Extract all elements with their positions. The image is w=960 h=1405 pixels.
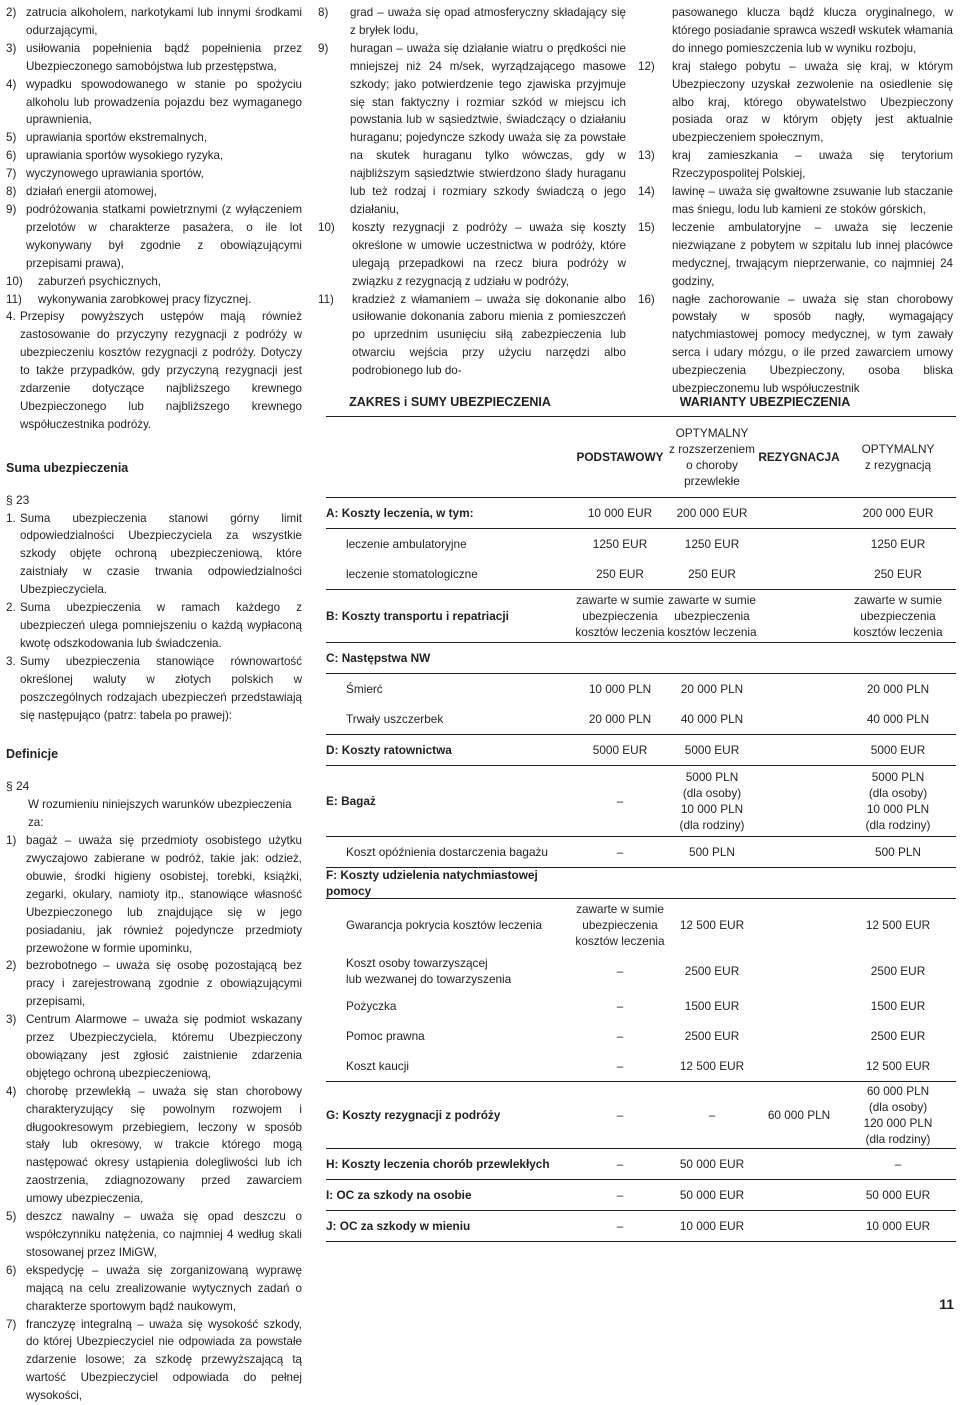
list-item bbox=[6, 291, 302, 309]
item-number: 12) bbox=[638, 59, 655, 73]
item-number: 3) bbox=[6, 1013, 17, 1027]
row-label: Trwały uszczerbek bbox=[346, 712, 444, 726]
table-cell: – bbox=[616, 1059, 624, 1073]
column-header-label: OPTYMALNY z rezygnacją bbox=[861, 442, 935, 472]
column-header bbox=[840, 441, 956, 473]
list-item bbox=[6, 183, 302, 201]
list-item bbox=[6, 201, 302, 273]
page-number: 11 bbox=[939, 1296, 954, 1312]
exclusions-list bbox=[6, 4, 302, 308]
item-text: kraj stałego pobytu – uważa się kraj, w którym Ubezpieczony uzyskał zezwolenie na osiedlenie się albo kraj, którego obywatelstwo Ubezpieczony posiada oraz w którym objęty jest aktualnie ubezpieczeniem społecznym, bbox=[672, 59, 953, 145]
table-cell: 12 500 EUR bbox=[679, 1059, 745, 1073]
table-row bbox=[326, 1082, 956, 1149]
table-cell: zawarte w sumie ubezpieczenia kosztów leczenia bbox=[667, 593, 757, 639]
item-number: 8) bbox=[318, 6, 329, 19]
list-item bbox=[6, 129, 302, 147]
table-row bbox=[326, 735, 956, 766]
table-cell: 50 000 EUR bbox=[865, 1188, 931, 1202]
row-label: Gwarancja pokrycia kosztów leczenia bbox=[346, 918, 543, 932]
item-number: 16) bbox=[638, 292, 655, 306]
column-header-label: PODSTAWOWY bbox=[576, 450, 664, 464]
item-text: deszcz nawalny – uważa się opad deszczu o współczynniku natężenia, co najmniej 4 według skali stosowanej przez IMiGW, bbox=[26, 1210, 302, 1259]
list-item bbox=[6, 4, 302, 40]
table-column-headers bbox=[326, 417, 956, 498]
table-group-header bbox=[326, 388, 956, 410]
table-cell: 2500 EUR bbox=[870, 964, 926, 978]
column-header bbox=[666, 425, 758, 489]
table-cell: 2500 EUR bbox=[870, 1029, 926, 1043]
item-text: franczyzę integralną – uważa się wysokość szkody, do której Ubezpieczyciel nie odpowiada za powstałe zdarzenie losowe; za szkodę przewyższającą tą wartość Ubezpieczyciel odpowiada do pełnej wysokości, bbox=[26, 1317, 302, 1403]
table-row bbox=[326, 643, 956, 674]
row-label: Śmierć bbox=[346, 682, 383, 696]
table-row bbox=[326, 529, 956, 559]
table-row bbox=[326, 766, 956, 837]
item-number: 1) bbox=[6, 834, 17, 848]
row-label: H: Koszty leczenia chorób przewlekłych bbox=[326, 1157, 550, 1171]
item-number: 11) bbox=[6, 292, 22, 306]
item-number: 5) bbox=[6, 131, 17, 145]
list-item bbox=[6, 1083, 302, 1208]
item-text: leczenie ambulatoryjne – uważa się leczenie niezwiązane z pobytem w szpitalu lub innej placówce medycznej, trwającym nieprzerwanie, co najmniej 24 godziny, bbox=[672, 220, 953, 288]
item-text: Centrum Alarmowe – uważa się podmiot wskazany przez Ubezpieczyciela, któremu Ubezpieczony obowiązany jest zgłosić zaistnienie zdarzenia objętego ochroną ubezpieczeniową, bbox=[26, 1013, 302, 1080]
item-number: 3. bbox=[6, 654, 16, 668]
item-number: 9) bbox=[6, 202, 17, 216]
list-item bbox=[6, 1316, 302, 1405]
item-number: 4) bbox=[6, 1084, 17, 1098]
column-middle bbox=[318, 4, 626, 380]
table-cell: 1500 EUR bbox=[870, 999, 926, 1013]
header-variants: WARIANTY UBEZPIECZENIA bbox=[679, 395, 851, 409]
list-item bbox=[6, 653, 302, 725]
list-item bbox=[6, 1208, 302, 1262]
column-header bbox=[758, 449, 840, 465]
table-cell: – bbox=[708, 1108, 716, 1122]
table-cell: 2500 EUR bbox=[684, 1029, 740, 1043]
table-cell: 200 000 EUR bbox=[676, 506, 748, 520]
item-text: wykonywania zarobkowej pracy fizycznej. bbox=[38, 292, 252, 306]
table-cell: 20 000 PLN bbox=[588, 712, 652, 726]
paragraph-text: Przepisy powyższych ustępów mają również zastosowanie do przyczyny rezygnacji z podróży w ubezpieczeniu kosztów rezygnacji z podróży. Dotyczy to także przypadków, gdy przyczyną rezygnacji jest zdarzenie dotyczące najbliższego krewnego Ubezpieczonego lub najbliższego krewnego współuczestnika podróży. bbox=[20, 310, 302, 431]
item-text: nagłe zachorowanie – uważa się stan chorobowy powstały w sposób nagły, wymagający natychmiastowej pomocy medycznej, w tym zawały serca i udary mózgu, o ile przed zawarciem umowy ubezpieczenia Ubezpieczony, osoba bliska ubezpieczonemu lub współuczestnik bbox=[672, 292, 953, 396]
column-right bbox=[638, 4, 953, 398]
row-label: G: Koszty rezygnacji z podróży bbox=[326, 1108, 501, 1122]
table-cell: 5000 PLN (dla osoby) 10 000 PLN (dla rodziny) bbox=[679, 770, 745, 832]
item-text: grad – uważa się opad atmosferyczny składający się z bryłek lodu, bbox=[350, 6, 626, 37]
table-row bbox=[326, 704, 956, 735]
table-row bbox=[326, 559, 956, 590]
definitions-list bbox=[318, 4, 626, 380]
table-cell: 200 000 EUR bbox=[862, 506, 934, 520]
item-number: 11) bbox=[318, 292, 334, 306]
table-cell: 250 EUR bbox=[688, 567, 736, 581]
table-cell: 5000 EUR bbox=[592, 743, 648, 757]
definitions-list bbox=[6, 832, 302, 1405]
table-cell: 250 EUR bbox=[874, 567, 922, 581]
table-cell: 40 000 PLN bbox=[680, 712, 744, 726]
row-label: Pomoc prawna bbox=[346, 1029, 425, 1043]
table-cell: 12 500 EUR bbox=[865, 918, 931, 932]
header-scope: ZAKRES i SUMY UBEZPIECZENIA bbox=[349, 395, 551, 409]
table-cell: 50 000 EUR bbox=[679, 1157, 745, 1171]
row-label: I: OC za szkody na osobie bbox=[326, 1188, 472, 1202]
table-cell: 1250 EUR bbox=[684, 537, 740, 551]
table-row bbox=[326, 1051, 956, 1082]
item-number: 7) bbox=[6, 167, 17, 181]
item-text: Suma ubezpieczenia stanowi górny limit odpowiedzialności Ubezpieczyciela za wszystkie szkody objęte ochroną ubezpieczeniową, które zaistniały w czasie trwania odpowiedzialności Ubezpieczyciela. bbox=[20, 511, 302, 597]
item-number: 3) bbox=[6, 41, 17, 55]
table-cell: – bbox=[616, 1188, 624, 1202]
item-text: kraj zamieszkania – uważa się terytorium Rzeczypospolitej Polskiej, bbox=[672, 149, 953, 181]
item-number: 15) bbox=[638, 220, 655, 234]
item-text: działań energii atomowej, bbox=[26, 185, 157, 199]
column-header bbox=[574, 449, 666, 465]
table-cell: – bbox=[616, 1219, 624, 1233]
definition-continuation: pasowanego klucza bądź klucza oryginalnego, w którego posiadanie sprawca wszedł wskutek włamania do innego pomieszczenia lub w wyniku rozboju, bbox=[672, 6, 953, 55]
table-cell: – bbox=[616, 999, 624, 1013]
table-cell: 2500 EUR bbox=[684, 964, 740, 978]
insurance-sums-table bbox=[326, 388, 956, 1242]
list-item bbox=[638, 183, 953, 219]
list-item bbox=[318, 40, 626, 219]
list-item bbox=[638, 58, 953, 148]
table-cell: 10 000 EUR bbox=[865, 1219, 931, 1233]
item-number: 2. bbox=[6, 601, 16, 615]
row-label: F: Koszty udzielenia natychmiastowej pomocy bbox=[326, 868, 538, 898]
column-left bbox=[6, 4, 302, 1405]
list-item bbox=[6, 957, 302, 1011]
list-item bbox=[6, 273, 302, 291]
table-row bbox=[326, 1021, 956, 1051]
table-cell: 1250 EUR bbox=[592, 537, 648, 551]
list-item bbox=[6, 40, 302, 76]
column-header-label: REZYGNACJA bbox=[758, 450, 840, 464]
table-cell: – bbox=[616, 1157, 624, 1171]
row-label: Pożyczka bbox=[346, 999, 397, 1013]
list-item bbox=[6, 832, 302, 957]
row-label: leczenie ambulatoryjne bbox=[346, 537, 467, 551]
list-item bbox=[6, 1011, 302, 1083]
table-cell: zawarte w sumie ubezpieczenia kosztów leczenia bbox=[853, 593, 943, 639]
list-item bbox=[6, 599, 302, 653]
table-row bbox=[326, 991, 956, 1021]
paragraph-4 bbox=[6, 308, 302, 433]
section-number-23: § 23 bbox=[6, 492, 30, 507]
item-number: 5) bbox=[6, 1210, 17, 1224]
table-cell: – bbox=[616, 794, 624, 808]
definitions-list bbox=[638, 58, 953, 398]
item-text: chorobę przewlekłą – uważa się stan chorobowy charakteryzujący się powolnym rozwojem i długookresowym przebiegiem, leczony w sposób stały lub okresowy, w trakcie którego mogą następować okresy ustąpienia dolegliwości lub ich zaostrzenia, zdiagnozowany przed zawarciem umowy ubezpieczenia, bbox=[26, 1084, 302, 1206]
item-text: podróżowania statkami powietrznymi (z wyłączeniem przelotów w charakterze pasażera, o ile lot wykonywany był zgodnie z obowiązującymi przepisami prawa), bbox=[26, 202, 302, 270]
item-number: 7) bbox=[6, 1317, 17, 1331]
list-item bbox=[638, 147, 953, 183]
list-item bbox=[638, 291, 953, 398]
item-text: uprawiania sportów wysokiego ryzyka, bbox=[26, 149, 224, 163]
item-text: zatrucia alkoholem, narkotykami lub innymi środkami odurzającymi, bbox=[26, 6, 302, 37]
table-cell: – bbox=[616, 964, 624, 978]
table-row bbox=[326, 674, 956, 704]
table-row bbox=[326, 1149, 956, 1180]
column-header-label: OPTYMALNY z rozszerzeniem o choroby przewlekłe bbox=[669, 426, 755, 488]
definitions-intro: W rozumieniu niniejszych warunków ubezpieczenia za: bbox=[28, 798, 292, 830]
table-cell: 12 500 EUR bbox=[679, 918, 745, 932]
table-cell: 60 000 PLN (dla osoby) 120 000 PLN (dla rodziny) bbox=[863, 1084, 933, 1146]
list-item bbox=[6, 1262, 302, 1316]
item-number: 13) bbox=[638, 149, 655, 163]
list-item bbox=[318, 219, 626, 291]
table-row bbox=[326, 868, 956, 899]
table-cell: 20 000 PLN bbox=[866, 682, 930, 696]
item-text: kradzież z włamaniem – uważa się dokonanie albo usiłowanie dokonania zaboru mienia z pomieszczeń po uprzednim usunięciu siłą zabezpieczenia lub otwarciu wejścia przy użyciu narzędzi albo podrobionego lub do- bbox=[352, 292, 626, 378]
table-cell: 20 000 PLN bbox=[680, 682, 744, 696]
item-text: usiłowania popełnienia bądź popełnienia przez Ubezpieczonego samobójstwa lub przestępstwa, bbox=[26, 41, 302, 73]
list-item bbox=[6, 165, 302, 183]
table-cell: 5000 EUR bbox=[684, 743, 740, 757]
item-number: 6) bbox=[6, 1263, 17, 1277]
table-cell: 1250 EUR bbox=[870, 537, 926, 551]
paragraph-number: 4. bbox=[6, 310, 16, 324]
section-heading-definicje: Definicje bbox=[6, 747, 59, 762]
table-row bbox=[326, 1180, 956, 1211]
table-cell: 5000 PLN (dla osoby) 10 000 PLN (dla rodziny) bbox=[865, 770, 931, 832]
table-row bbox=[326, 951, 956, 991]
table-cell: 60 000 PLN bbox=[767, 1108, 831, 1122]
suma-points bbox=[6, 510, 302, 725]
item-text: koszty rezygnacji z podróży – uważa się koszty określone w umowie uczestnictwa w podróży, które ulegają przepadkowi na rzecz biura podróży w związku z rezygnacją z udziału w podróży, bbox=[352, 220, 626, 288]
table-row bbox=[326, 1211, 956, 1242]
row-label: D: Koszty ratownictwa bbox=[326, 743, 452, 757]
table-cell: 250 EUR bbox=[596, 567, 644, 581]
item-text: wyczynowego uprawiania sportów, bbox=[26, 167, 204, 181]
list-item bbox=[318, 4, 626, 40]
row-label: Koszt kaucji bbox=[346, 1059, 409, 1073]
row-label: J: OC za szkody w mieniu bbox=[326, 1219, 471, 1233]
table-cell: – bbox=[616, 1108, 624, 1122]
table-cell: – bbox=[894, 1157, 902, 1171]
list-item bbox=[6, 147, 302, 165]
row-label: C: Następstwa NW bbox=[326, 651, 431, 665]
table-cell: – bbox=[616, 1029, 624, 1043]
section-number-24: § 24 bbox=[6, 779, 30, 794]
item-number: 10) bbox=[6, 274, 23, 288]
item-number: 2) bbox=[6, 6, 17, 19]
item-text: lawinę – uważa się gwałtowne zsuwanie lub staczanie mas śniegu, lodu lub kamieni ze stoków górskich, bbox=[672, 185, 953, 216]
table-cell: 1500 EUR bbox=[684, 999, 740, 1013]
list-item bbox=[318, 291, 626, 381]
table-cell: 500 PLN bbox=[875, 845, 921, 859]
item-number: 6) bbox=[6, 149, 17, 163]
table-row bbox=[326, 590, 956, 643]
list-item bbox=[6, 510, 302, 600]
item-number: 4) bbox=[6, 77, 17, 91]
table-cell: 40 000 PLN bbox=[866, 712, 930, 726]
list-item bbox=[638, 219, 953, 291]
table-row bbox=[326, 498, 956, 529]
row-label: E: Bagaż bbox=[326, 794, 376, 808]
item-number: 10) bbox=[318, 220, 335, 234]
table-cell: – bbox=[616, 845, 624, 859]
row-label: leczenie stomatologiczne bbox=[346, 567, 478, 581]
row-label: Koszt osoby towarzyszącej lub wezwanej do towarzyszenia bbox=[346, 956, 512, 986]
section-heading-suma: Suma ubezpieczenia bbox=[6, 460, 129, 475]
item-number: 9) bbox=[318, 41, 329, 55]
item-number: 14) bbox=[638, 185, 655, 199]
row-label: A: Koszty leczenia, w tym: bbox=[326, 506, 474, 520]
item-text: wypadku spowodowanego w stanie po spożyciu alkoholu lub prowadzenia pojazdu bez wymaganego uprawnienia, bbox=[26, 77, 302, 127]
table-cell: 10 000 EUR bbox=[587, 506, 653, 520]
row-label: B: Koszty transportu i repatriacji bbox=[326, 609, 509, 623]
table-cell: 10 000 EUR bbox=[679, 1219, 745, 1233]
table-cell: 12 500 EUR bbox=[865, 1059, 931, 1073]
item-text: uprawiania sportów ekstremalnych, bbox=[26, 131, 208, 145]
item-number: 8) bbox=[6, 185, 17, 199]
item-number: 1. bbox=[6, 511, 16, 525]
row-label: Koszt opóźnienia dostarczenia bagażu bbox=[346, 845, 548, 859]
table-cell: 5000 EUR bbox=[870, 743, 926, 757]
item-text: zaburzeń psychicznych, bbox=[38, 274, 162, 288]
table-row bbox=[326, 837, 956, 868]
table-cell: 50 000 EUR bbox=[679, 1188, 745, 1202]
table-cell: zawarte w sumie ubezpieczenia kosztów leczenia bbox=[575, 593, 665, 639]
item-text: ekspedycję – uważa się zorganizowaną wyprawę mającą na celu zrealizowanie wytycznych zadań o charakterze sportowym bądź naukowym, bbox=[26, 1263, 302, 1313]
table-cell: 500 PLN bbox=[689, 845, 735, 859]
table-cell: zawarte w sumie ubezpieczenia kosztów leczenia bbox=[575, 902, 665, 948]
item-text: bagaż – uważa się przedmioty osobistego użytku zwyczajowo zabierane w podróż, takie jak: odzież, obuwie, środki higieny osobistej, torebki, książki, zegarki, okulary, namioty itp., stanowiące własność Ubezpieczonego lub znajdujące się w jego posiadaniu, jak również pojedyncze przedmioty przewożone w formie upominku, bbox=[26, 834, 302, 955]
table-row bbox=[326, 899, 956, 951]
list-item bbox=[6, 76, 302, 130]
item-text: Sumy ubezpieczenia stanowiące równowartość określonej waluty w złotych polskich w poszczególnych rodzajach ubezpieczeń przedstawiają się następująco (patrz: tabela po prawej): bbox=[20, 654, 302, 722]
item-number: 2) bbox=[6, 959, 17, 973]
table-body bbox=[326, 498, 956, 1242]
item-text: bezrobotnego – uważa się osobę pozostającą bez pracy i zarejestrowaną zgodnie z obowiązującymi przepisami, bbox=[26, 959, 302, 1009]
table-cell: 10 000 PLN bbox=[588, 682, 652, 696]
item-text: Suma ubezpieczenia w ramach każdego z ubezpieczeń ulega pomniejszeniu o każdą wypłaconą kwotę odszkodowania lub świadczenia. bbox=[20, 601, 302, 650]
item-text: huragan – uważa się działanie wiatru o prędkości nie mniejszej niż 24 m/sek, wyrządzającego masowe szkody; jako potwierdzenie tego zjawiska przyjmuje się stan faktyczny i rozmiar szkód w miejscu ich powstania lub w sąsiedztwie, świadczący o działaniu huraganu; pojedyncze szkody uważa się za powstałe na skutek huraganu tylko wówczas, gdy w najbliższym sąsiedztwie stwierdzono ślady huraganu lub też rodzaj i rozmiary szkody świadczą o jego działaniu, bbox=[350, 41, 626, 216]
